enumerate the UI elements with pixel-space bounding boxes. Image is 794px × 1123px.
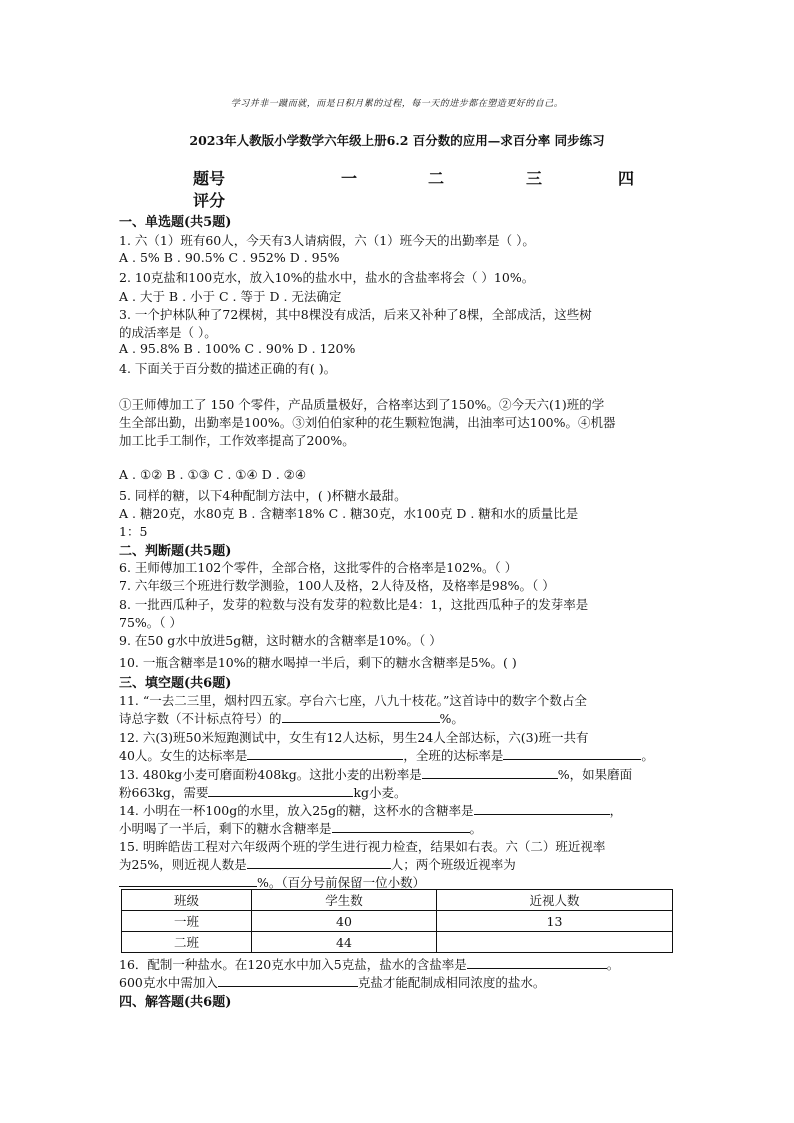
q11-suffix: %。 bbox=[439, 711, 464, 726]
table-row bbox=[122, 911, 673, 932]
q8-line2: 75%。（ ） bbox=[119, 615, 183, 630]
q12-text: 40人。女生的达标率是 bbox=[119, 748, 248, 763]
answer-blank[interactable] bbox=[208, 783, 353, 797]
q5-stem: 5. 同样的糖，以下4种配制方法中，( )杯糖水最甜。 bbox=[119, 488, 407, 503]
q13-line2 bbox=[119, 783, 407, 801]
q2-stem: 2. 10克盐和100克水，放入10%的盐水中，盐水的含盐率将会（ ）10%。 bbox=[119, 270, 535, 285]
q13-line1 bbox=[119, 765, 632, 783]
q6: 6. 王师傅加工102个零件，全部合格，这批零件的合格率是102%。（ ） bbox=[119, 560, 518, 575]
table-cell: 44 bbox=[252, 932, 437, 953]
score-row-label: 题号 bbox=[193, 169, 226, 188]
q4-body-line1: ①王师傅加工了 150 个零件，产品质量极好，合格率达到了150%。②今天六(1)班的学 bbox=[119, 397, 605, 412]
q11-line1: 11. “一去二三里，烟村四五家。亭台六七座，八九十枝花。”这首诗中的数字个数占全 bbox=[119, 693, 587, 708]
section-3-heading: 三、填空题(共6题) bbox=[119, 676, 232, 691]
section-1-heading: 一、单选题(共5题) bbox=[119, 215, 232, 230]
score-col-4: 四 bbox=[618, 169, 635, 188]
score-col-2: 二 bbox=[428, 169, 445, 188]
q15-line1: 15. 明眸皓齿工程对六年级两个班的学生进行视力检查，结果如右表。六（二）班近视率 bbox=[119, 839, 606, 854]
q13-suffix: kg小麦。 bbox=[353, 785, 407, 800]
table-cell: 一班 bbox=[122, 911, 252, 932]
q8-line1: 8. 一批西瓜种子，发芽的粒数与没有发芽的粒数比是4：1，这批西瓜种子的发芽率是 bbox=[119, 597, 589, 612]
q16-suffix: 。 bbox=[606, 957, 620, 972]
q5-options-line1: A . 糖20克，水80克 B . 含糖率18% C . 糖30克，水100克 D . 糖和水的质量比是 bbox=[119, 506, 579, 521]
answer-blank[interactable] bbox=[422, 765, 558, 779]
answer-blank[interactable] bbox=[474, 801, 610, 815]
answer-blank[interactable] bbox=[247, 746, 403, 760]
q12-line1: 12. 六(3)班50米短跑测试中，女生有12人达标，男生24人全部达标，六(3)班一共有 bbox=[119, 730, 589, 745]
q14-suffix: 。 bbox=[469, 821, 483, 836]
motto: 学习并非一蹴而就，而是日积月累的过程，每一天的进步都在塑造更好的自己。 bbox=[230, 99, 564, 109]
table-header-cell: 学生数 bbox=[252, 890, 437, 911]
q12-line2 bbox=[119, 746, 654, 764]
score-col-3: 三 bbox=[526, 169, 543, 188]
q14-line2 bbox=[119, 819, 482, 837]
table-cell: 二班 bbox=[122, 932, 252, 953]
q15-suffix: %。（百分号前保留一位小数） bbox=[257, 875, 426, 890]
q3-options: A . 95.8% B . 100% C . 90% D . 120% bbox=[119, 341, 356, 356]
table-row bbox=[122, 932, 673, 953]
q7: 7. 六年级三个班进行数学测验，100人及格，2人待及格，及格率是98%。（ ） bbox=[119, 578, 555, 593]
q4-options: A . ①② B . ①③ C . ①④ D . ②④ bbox=[119, 467, 307, 482]
q16-line1 bbox=[119, 955, 619, 973]
q1-stem: 1. 六（1）班有60人，今天有3人请病假，六（1）班今天的出勤率是（ ）。 bbox=[119, 233, 535, 248]
table-header-cell: 班级 bbox=[122, 890, 252, 911]
q9: 9. 在50 g水中放进5g糖，这时糖水的含糖率是10%。（ ） bbox=[119, 633, 442, 648]
q1-options: A . 5% B . 90.5% C . 952% D . 95% bbox=[119, 250, 340, 265]
table-header-row bbox=[122, 890, 673, 911]
q4-stem: 4. 下面关于百分数的描述正确的有( )。 bbox=[119, 361, 337, 376]
q14-mid: ， bbox=[609, 803, 623, 818]
answer-blank[interactable] bbox=[332, 819, 470, 833]
q3-stem-line2: 的成活率是（ ）。 bbox=[119, 325, 217, 340]
q16-suffix2: 克盐才能配制成相同浓度的盐水。 bbox=[357, 975, 546, 990]
q16-text2: 600克水中需加入 bbox=[119, 975, 218, 990]
q11-line2 bbox=[119, 709, 464, 727]
score-label: 评分 bbox=[193, 191, 226, 210]
q12-mid: ，全班的达标率是 bbox=[403, 748, 504, 763]
answer-blank[interactable] bbox=[467, 955, 607, 969]
answer-blank[interactable] bbox=[503, 746, 641, 760]
q4-body-line3: 加工比手工制作，工作效率提高了200%。 bbox=[119, 433, 355, 448]
answer-blank[interactable] bbox=[247, 855, 391, 869]
page-title: 2023年人教版小学数学六年级上册6.2 百分数的应用—求百分率 同步练习 bbox=[189, 133, 605, 148]
q15-text: 为25%，则近视人数是 bbox=[119, 857, 247, 872]
vision-table bbox=[121, 889, 673, 953]
table-cell bbox=[437, 932, 673, 953]
q16-text: 16．配制一种盐水。在120克水中加入5克盐，盐水的含盐率是 bbox=[119, 957, 467, 972]
q3-stem-line1: 3. 一个护林队种了72棵树，其中8棵没有成活，后来又补种了8棵，全部成活，这些树 bbox=[119, 307, 592, 322]
q15-line2 bbox=[119, 855, 516, 873]
score-col-1: 一 bbox=[341, 169, 358, 188]
q16-line2 bbox=[119, 973, 545, 991]
q2-options: A . 大于 B . 小于 C . 等于 D . 无法确定 bbox=[119, 289, 342, 304]
q14-text: 14. 小明在一杯100g的水里，放入25g的糖，这杯水的含糖率是 bbox=[119, 803, 474, 818]
q4-body-line2: 生全部出勤，出勤率是100%。③刘伯伯家种的花生颗粒饱满，出油率可达100%。④机器 bbox=[119, 415, 616, 430]
answer-blank[interactable] bbox=[282, 709, 440, 723]
q13-text: 13. 480kg小麦可磨面粉408kg。这批小麦的出粉率是 bbox=[119, 767, 422, 782]
section-2-heading: 二、判断题(共5题) bbox=[119, 544, 232, 559]
q14-text2: 小明喝了一半后，剩下的糖水含糖率是 bbox=[119, 821, 332, 836]
table-cell: 13 bbox=[437, 911, 673, 932]
q10: 10. 一瓶含糖率是10%的糖水喝掉一半后，剩下的糖水含糖率是5%。( ) bbox=[119, 655, 517, 670]
q11-text: 诗总字数（不计标点符号）的 bbox=[119, 711, 282, 726]
answer-blank[interactable] bbox=[119, 873, 257, 887]
q13-text2: 粉663kg，需要 bbox=[119, 785, 209, 800]
table-header-cell: 近视人数 bbox=[437, 890, 673, 911]
q12-suffix: 。 bbox=[641, 748, 654, 763]
q5-options-line2: 1：5 bbox=[119, 524, 148, 539]
q14-line1 bbox=[119, 801, 622, 819]
table-cell: 40 bbox=[252, 911, 437, 932]
section-4-heading: 四、解答题(共6题) bbox=[119, 995, 232, 1010]
q13-mid: %，如果磨面 bbox=[557, 767, 633, 782]
q15-mid: 人；两个班级近视率为 bbox=[390, 857, 516, 872]
answer-blank[interactable] bbox=[218, 973, 358, 987]
